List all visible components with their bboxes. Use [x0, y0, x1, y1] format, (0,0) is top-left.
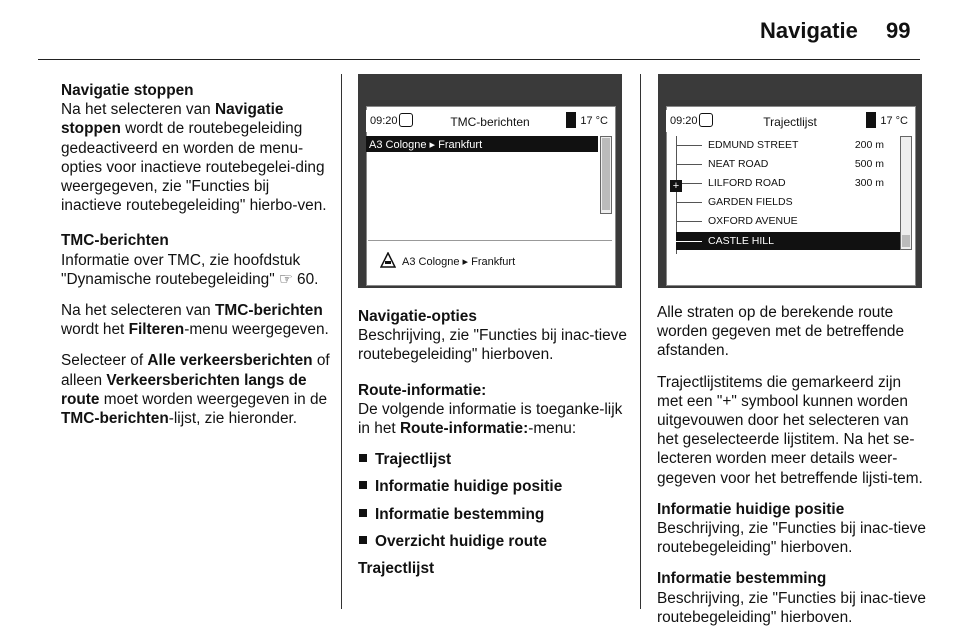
- screen-title: Trajectlijst: [763, 115, 817, 129]
- list-item[interactable]: EDMUND STREET 200 m: [676, 136, 908, 154]
- list-item[interactable]: LILFORD ROAD 300 m: [676, 174, 908, 192]
- clock-time: 09:20: [670, 115, 698, 127]
- list-item-label: A3 Cologne ▸ Frankfurt: [369, 139, 483, 151]
- status-bar: [366, 110, 614, 132]
- paragraph: Na het selecteren van TMC-berichten wordt het Filteren-menu weergegeven.: [61, 302, 329, 339]
- scrollbar[interactable]: [600, 136, 612, 214]
- heading-navigatie-stoppen: Navigatie stoppen: [61, 82, 194, 99]
- heading-informatie-bestemming: Informatie bestemming: [657, 570, 827, 588]
- message-detail: [368, 240, 612, 281]
- list-item: Informatie bestemming: [358, 505, 630, 524]
- phone-icon: [866, 112, 876, 128]
- tmc-screen: [358, 74, 622, 288]
- heading-tmc-berichten: TMC-berichten: [61, 232, 169, 250]
- paragraph: Beschrijving, zie "Functies bij inac-tieve routebegeleiding" hierboven.: [358, 327, 627, 364]
- paragraph: Beschrijving, zie "Functies bij inac-tieve routebegeleiding" hierboven.: [657, 520, 926, 557]
- column-1: [61, 81, 331, 440]
- list-item: Informatie huidige positie: [358, 477, 630, 496]
- traffic-warning-icon: [380, 252, 396, 268]
- screen-title: TMC-berichten: [450, 115, 530, 129]
- phone-icon: [566, 112, 576, 128]
- temperature: 17 °C: [580, 115, 608, 127]
- list-item[interactable]: GARDEN FIELDS: [676, 193, 908, 211]
- clock-time: 09:20: [370, 115, 398, 127]
- page-title: Navigatie: [760, 18, 858, 43]
- list-item-selected[interactable]: CASTLE HILL: [676, 232, 908, 250]
- paragraph: Trajectlijstitems die gemarkeerd zijn met een "+" symbool kunnen worden uitgevouwen door het selecteren van het geselecteerde lijstitem. Na het se-lecteren worden meer details weer-gegeven voor het betreffende lijsti-tem.: [657, 373, 923, 487]
- scrollbar-thumb[interactable]: [902, 235, 910, 247]
- list-item[interactable]: NEAT ROAD 500 m: [676, 155, 908, 173]
- paragraph: Alle straten op de berekende route worden gegeven met de betreffende afstanden.: [657, 304, 905, 360]
- column-2: [358, 307, 630, 578]
- column-divider-1: [341, 74, 342, 609]
- trajectlijst-screen: [658, 74, 922, 288]
- column-3: [657, 303, 927, 639]
- header-rule: [38, 59, 920, 60]
- scrollbar[interactable]: [900, 136, 912, 250]
- heading-route-informatie: Route-informatie:: [358, 381, 487, 399]
- paragraph: De volgende informatie is toeganke-lijk in het Route-informatie:-menu:: [358, 400, 623, 438]
- paragraph: Beschrijving, zie "Functies bij inac-tieve routebegeleiding" hierboven.: [657, 589, 926, 626]
- heading-informatie-huidige-positie: Informatie huidige positie: [657, 500, 845, 518]
- status-bar: [666, 110, 914, 132]
- temperature: 17 °C: [880, 115, 908, 127]
- paragraph: Na het selecteren van Navigatie stoppen wordt de routebegeleiding gedeactiveerd en worden de menu-opties voor inactieve routebegelei-ding weergegeven, zie "Functies bij inactieve routebegeleiding" hierbo-ven.: [61, 101, 327, 215]
- heading-trajectlijst: Trajectlijst: [358, 560, 435, 578]
- page-number: 99: [886, 18, 911, 43]
- paragraph: Informatie over TMC, zie hoofdstuk "Dynamische routebegeleiding" ☞ 60.: [61, 251, 319, 288]
- list-item[interactable]: OXFORD AVENUE: [676, 212, 908, 230]
- expand-plus-icon[interactable]: +: [670, 180, 682, 192]
- heading-navigatie-opties: Navigatie-opties: [358, 308, 477, 325]
- list-item-selected[interactable]: [366, 136, 598, 152]
- scrollbar-thumb[interactable]: [602, 138, 610, 210]
- list-item: Overzicht huidige route: [358, 532, 630, 551]
- column-divider-2: [640, 74, 641, 609]
- list-item: Trajectlijst: [358, 450, 630, 469]
- paragraph: Selecteer of Alle verkeersberichten of alleen Verkeersberichten langs de route moet worden weergegeven in de TMC-berichten-lijst, zie hieronder.: [61, 352, 330, 428]
- message-text: A3 Cologne ▸ Frankfurt: [402, 256, 516, 268]
